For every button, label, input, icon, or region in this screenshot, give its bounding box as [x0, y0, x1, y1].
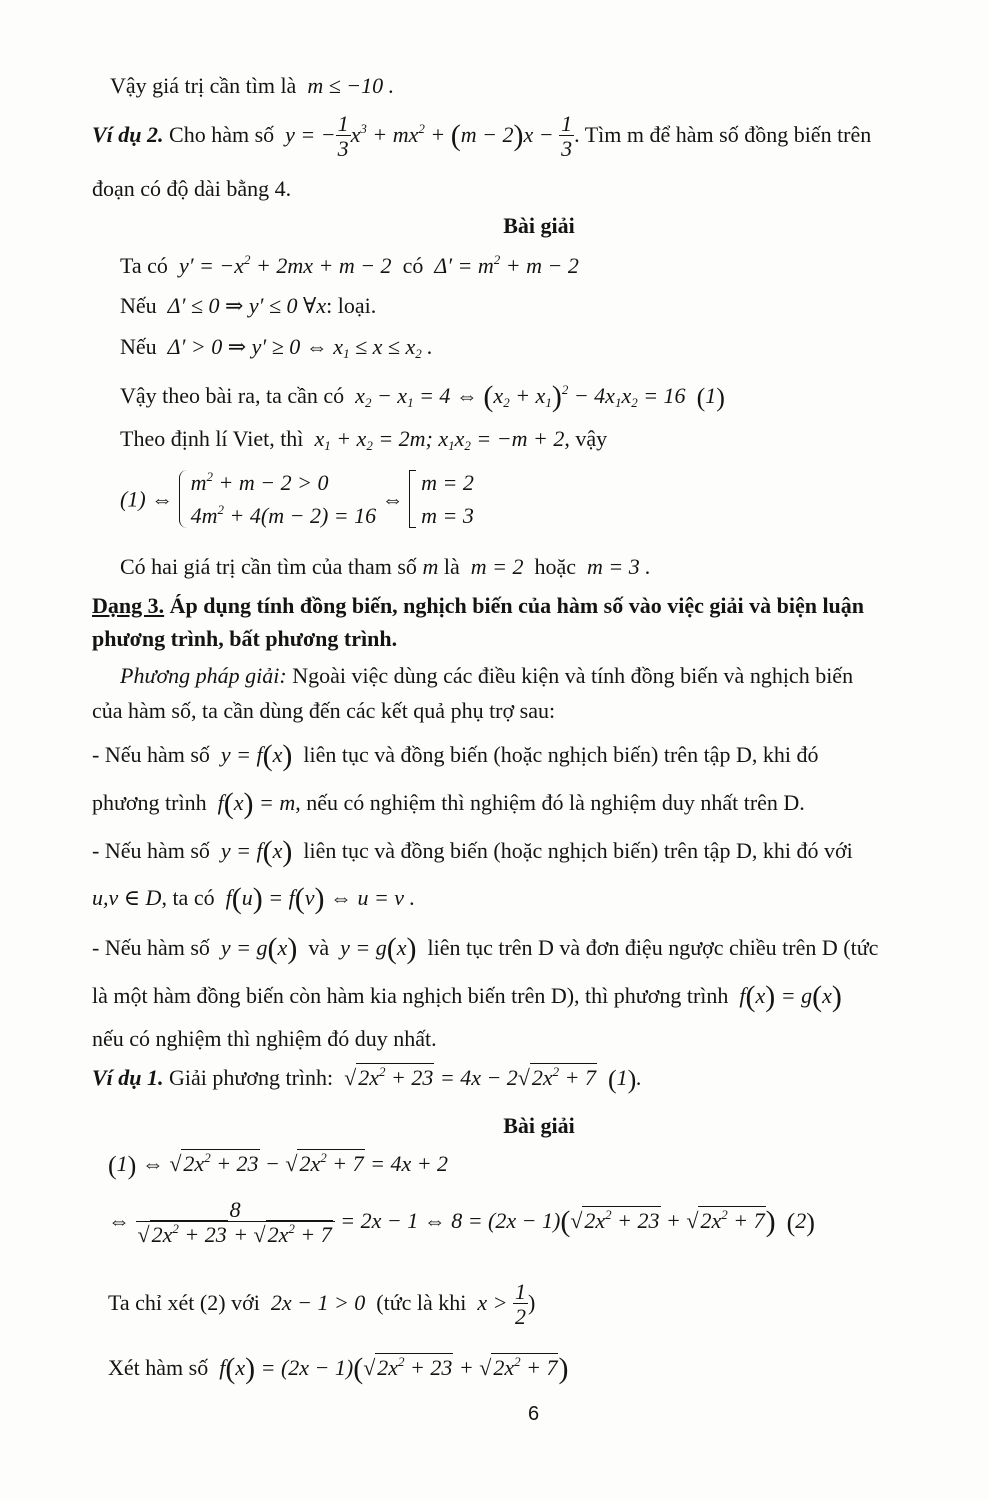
system-brace: $m^2 + m - 2 > 0$ $4m^2 + 4(m - 2) = 16$ — [179, 466, 376, 532]
section-heading-cont: phương trình, bất phương trình. — [92, 626, 398, 651]
conclusion-line: Vậy giá trị cần tìm là m ≤ −10 . — [110, 73, 395, 98]
system-equation: (1) ⇔ $m^2 + m - 2 > 0$ $4m^2 + 4(m - 2) = 16$ ⇔ m = 2 m = 3 — [120, 466, 474, 532]
method-line: Phương pháp giải: Ngoài việc dùng các điều kiện và tính đồng biến và nghịch biến — [120, 663, 854, 688]
bullet-1-cont: phương trình f(x) = m, nếu có nghiệm thì nghiệm đó là nghiệm duy nhất trên D. — [92, 787, 805, 820]
result-line: Có hai giá trị cần tìm của tham số m là m = 2 hoặc m = 3 . — [120, 554, 651, 579]
example-2-statement: Ví dụ 2. Cho hàm số y = − $\frac{1}{3}$ $x^3 + mx^2 + (m - 2)x$ − $\frac{1}{3}$ . Tìm m để hàm số đồng biến trên — [92, 111, 872, 162]
example-1-statement: Ví dụ 1. Giải phương trình: $√2x^2 + 23 = 4x - 2√2x^2 + 7$ (1). — [92, 1064, 642, 1094]
solution-bracket: m = 2 m = 3 — [409, 466, 474, 532]
solution-title-2: Bài giải — [503, 1113, 575, 1138]
consider-function: Xét hàm số $f(x) = (2x - 1)(√2x^2 + 23 + √2x^2 + 7)$ — [108, 1352, 569, 1385]
bullet-3-end: nếu có nghiệm thì nghiệm đó duy nhất. — [92, 1026, 437, 1051]
bullet-3: - Nếu hàm số y = g(x) và y = g(x) liên tục trên D và đơn điệu ngược chiều trên D (tức — [92, 932, 879, 965]
bullet-2-cont: u,v ∈ D, ta có f(u) = f(v) ⇔ u = v . — [92, 882, 416, 915]
step-2: ⇔ $\frac{8}{√2x^2 + 23 + √2x^2 + 7}$ = 2x − 1 ⇔ $8 = (2x - 1)(√2x^2 + 23 + √2x^2 + 7)$ (2) — [108, 1197, 815, 1248]
function-formula: y = − $\frac{1}{3}$ $x^3 + mx^2 + (m - 2)x$ − $\frac{1}{3}$ — [285, 111, 573, 162]
viet-line: Theo định lí Viet, thì $x_1 + x_2 = 2m$; $x_1x_2 = -m + 2$, vậy — [120, 426, 608, 453]
condition-step: Ta chỉ xét (2) với 2x − 1 > 0 (tức là khi x > $\frac{1}{2}$ ) — [108, 1279, 536, 1330]
derivative-line: Ta có $y' = -x^2 + 2mx + m - 2$ có $\Delta' = m^2 + m - 2$ — [120, 252, 579, 278]
section-heading: Dạng 3. Áp dụng tính đồng biến, nghịch biến của hàm số vào việc giải và biện luận — [92, 593, 865, 618]
solution-title: Bài giải — [503, 213, 575, 238]
bullet-3-cont: là một hàm đồng biến còn hàm kia nghịch biến trên D), thì phương trình f(x) = g(x) — [92, 980, 842, 1013]
condition-line: Vậy theo bài ra, ta cần có $x_2 - x_1 = 4$ ⇔ $(x_2 + x_1)^2 - 4x_1x_2 = 16$ (1) — [120, 380, 725, 413]
bullet-1: - Nếu hàm số y = f(x) liên tục và đồng biến (hoặc nghịch biến) trên tập D, khi đó — [92, 739, 819, 772]
case-1-line: Nếu Δ′ ≤ 0 ⇒ y′ ≤ 0 ∀x: loại. — [120, 293, 377, 318]
case-2-line: Nếu Δ′ > 0 ⇒ y′ ≥ 0 ⇔ $x_1 \le x \le x_2$ . — [120, 334, 433, 361]
step-1: (1) ⇔ $√2x^2 + 23 - √2x^2 + 7 = 4x + 2$ — [108, 1150, 449, 1180]
page-number: 6 — [528, 1403, 540, 1425]
bullet-2: - Nếu hàm số y = f(x) liên tục và đồng biến (hoặc nghịch biến) trên tập D, khi đó với — [92, 835, 853, 868]
method-line-cont: của hàm số, ta cần dùng đến các kết quả phụ trợ sau: — [92, 698, 556, 723]
example-2-cont: đoạn có độ dài bằng 4. — [92, 176, 292, 201]
